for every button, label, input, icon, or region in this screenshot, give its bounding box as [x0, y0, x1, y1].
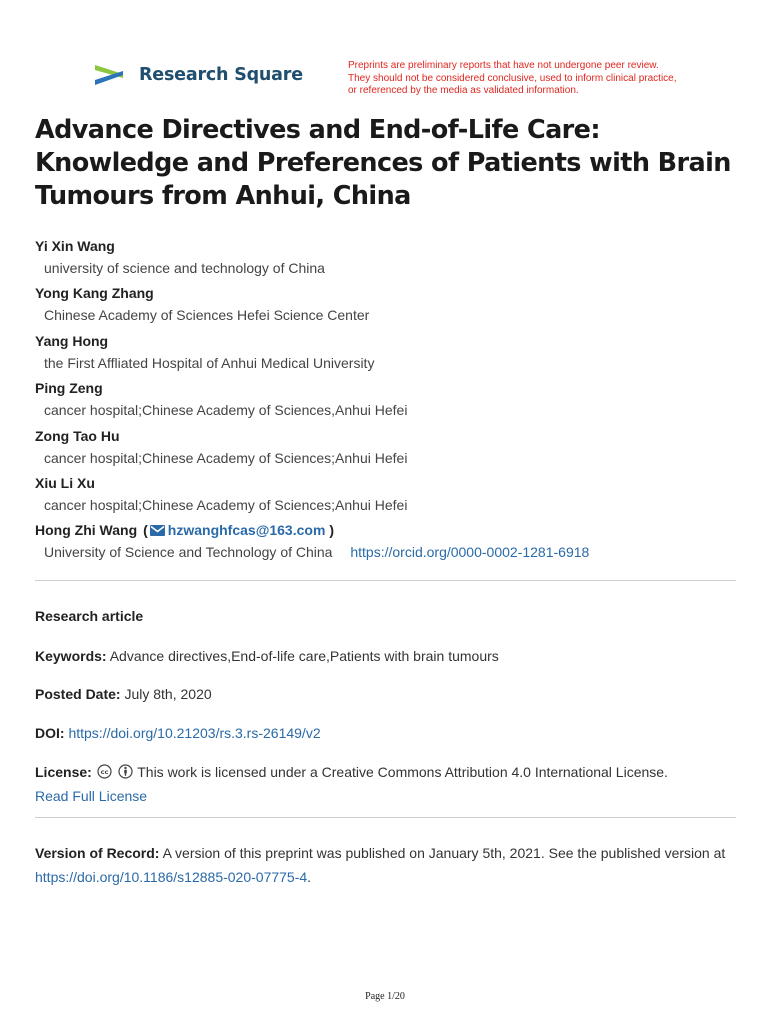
title-line: Advance Directives and End-of-Life Care:: [35, 115, 600, 145]
open-paren: (: [143, 522, 148, 539]
author-name: Yong Kang Zhang: [35, 285, 154, 302]
author-name-row: [35, 520, 745, 541]
author-affiliation: Chinese Academy of Sciences Hefei Science Center: [44, 307, 370, 324]
divider: [35, 817, 736, 818]
read-full-license-link[interactable]: Read Full License: [35, 788, 148, 804]
article-title: [35, 114, 755, 213]
author-name: Hong Zhi Wang: [35, 522, 138, 539]
keywords-row: [35, 645, 499, 667]
email-group: [143, 520, 334, 541]
version-of-record: [35, 841, 735, 889]
doi-label: DOI:: [35, 725, 65, 741]
title-line: Knowledge and Preferences of Patients with Brain: [35, 148, 731, 178]
attribution-icon: [118, 764, 133, 779]
author-entry: [35, 378, 745, 425]
disclaimer-line: or referenced by the media as validated information.: [348, 85, 579, 97]
author-affiliation: the First Affliated Hospital of Anhui Medical University: [44, 354, 375, 371]
logo-text: Research Square: [139, 65, 303, 85]
author-name: Yi Xin Wang: [35, 238, 115, 254]
author-entry: [35, 331, 745, 378]
article-type: [35, 605, 143, 627]
author-name: Ping Zeng: [35, 380, 103, 397]
envelope-icon: [150, 525, 165, 536]
doi-row: [35, 722, 321, 744]
license-text: This work is licensed under a Creative Commons Attribution 4.0 International License.: [137, 764, 668, 780]
license-label: License:: [35, 764, 92, 780]
research-square-logo-icon: [93, 62, 131, 88]
record-period: .: [307, 869, 312, 885]
posted-date-value: July 8th, 2020: [124, 686, 212, 702]
author-affiliation: University of Science and Technology of China: [44, 544, 333, 561]
author-name: Yang Hong: [35, 332, 109, 349]
posted-date-row: [35, 683, 212, 705]
record-text: A version of this preprint was published on January 5th, 2021. See the published version at: [162, 845, 726, 861]
orcid-link[interactable]: https://orcid.org/0000-0002-1281-6918: [350, 544, 590, 561]
author-entry: [35, 236, 745, 283]
article-type-label: Research article: [35, 608, 144, 624]
author-affiliation: university of science and technology of China: [44, 260, 325, 276]
doi-link[interactable]: https://doi.org/10.21203/rs.3.rs-26149/v2: [68, 725, 321, 741]
author-affiliation-row: [35, 541, 745, 564]
research-square-logo[interactable]: [93, 62, 303, 88]
license-row: [35, 761, 668, 783]
author-entry-corresponding: [35, 520, 745, 567]
author-entry: [35, 473, 745, 520]
author-name: Xiu Li Xu: [35, 474, 95, 491]
svg-text:cc: cc: [100, 768, 109, 776]
author-entry: [35, 426, 745, 473]
cc-icon: [97, 764, 112, 779]
record-label: Version of Record:: [35, 845, 160, 861]
close-paren: ): [329, 522, 335, 539]
author-entry: [35, 283, 745, 330]
title-line: Tumours from Anhui, China: [35, 181, 411, 211]
author-affiliation: cancer hospital;Chinese Academy of Sciences,Anhui Hefei: [44, 402, 408, 419]
corresponding-email-link[interactable]: hzwanghfcas@163.com: [167, 522, 326, 539]
keywords-label: Keywords:: [35, 648, 107, 664]
preprint-disclaimer: [348, 60, 708, 98]
disclaimer-line: Preprints are preliminary reports that have not undergone peer review.: [348, 60, 659, 71]
license-link-row: [35, 785, 147, 807]
record-doi-link[interactable]: https://doi.org/10.1186/s12885-020-07775-4: [35, 869, 308, 885]
author-list: [35, 236, 745, 568]
author-affiliation: cancer hospital;Chinese Academy of Sciences;Anhui Hefei: [44, 449, 408, 466]
divider: [35, 580, 736, 581]
keywords-value: Advance directives,End-of-life care,Patients with brain tumours: [109, 648, 499, 664]
posted-date-label: Posted Date:: [35, 686, 121, 702]
author-name: Zong Tao Hu: [35, 427, 120, 444]
page-number: Page 1/20: [365, 991, 405, 1002]
author-affiliation: cancer hospital;Chinese Academy of Sciences;Anhui Hefei: [44, 496, 408, 513]
disclaimer-line: They should not be considered conclusive, used to inform clinical practice,: [348, 72, 677, 84]
